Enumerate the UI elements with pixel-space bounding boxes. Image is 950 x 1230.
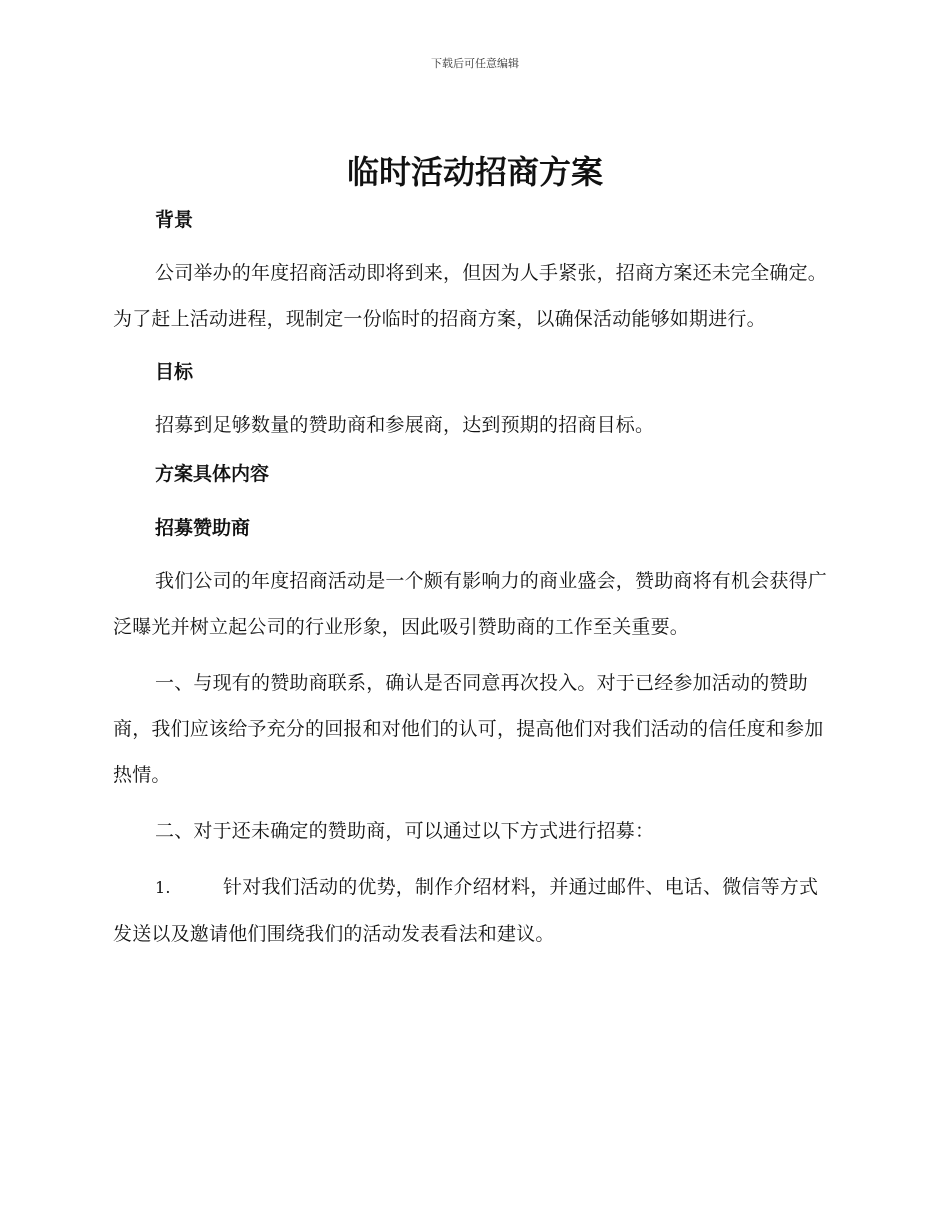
sponsor-intro-paragraph: 我们公司的年度招商活动是一个颇有影响力的商业盛会，赞助商将有机会获得广泛曝光并树立起公司的行业形象，因此吸引赞助商的工作至关重要。 <box>113 570 828 638</box>
point-one-paragraph: 一、与现有的赞助商联系，确认是否同意再次投入。对于已经参加活动的赞助商，我们应该给予充分的回报和对他们的认可，提高他们对我们活动的信任度和参加热情。 <box>113 672 824 786</box>
section-heading-background: 背景 <box>155 209 194 231</box>
document-body <box>113 204 831 957</box>
document-title: 临时活动招商方案 <box>346 153 603 191</box>
point-two-paragraph: 二、对于还未确定的赞助商，可以通过以下方式进行招募： <box>155 820 655 842</box>
section-heading-sponsor: 招募赞助商 <box>155 517 251 539</box>
goal-paragraph: 招募到足够数量的赞助商和参展商，达到预期的招商目标。 <box>155 414 655 436</box>
list-item <box>113 864 831 957</box>
section-heading-plan: 方案具体内容 <box>155 463 270 485</box>
list-item-number: 1. <box>155 878 171 897</box>
header-note: 下载后可任意编辑 <box>431 57 519 70</box>
background-paragraph: 公司举办的年度招商活动即将到来，但因为人手紧张，招商方案还未完全确定。为了赶上活动进程，现制定一份临时的招商方案，以确保活动能够如期进行。 <box>113 262 828 330</box>
section-heading-goal: 目标 <box>155 361 194 383</box>
list-item-text: 针对我们活动的优势，制作介绍材料，并通过邮件、电话、微信等方式发送以及邀请他们围绕我们的活动发表看法和建议。 <box>113 876 819 945</box>
